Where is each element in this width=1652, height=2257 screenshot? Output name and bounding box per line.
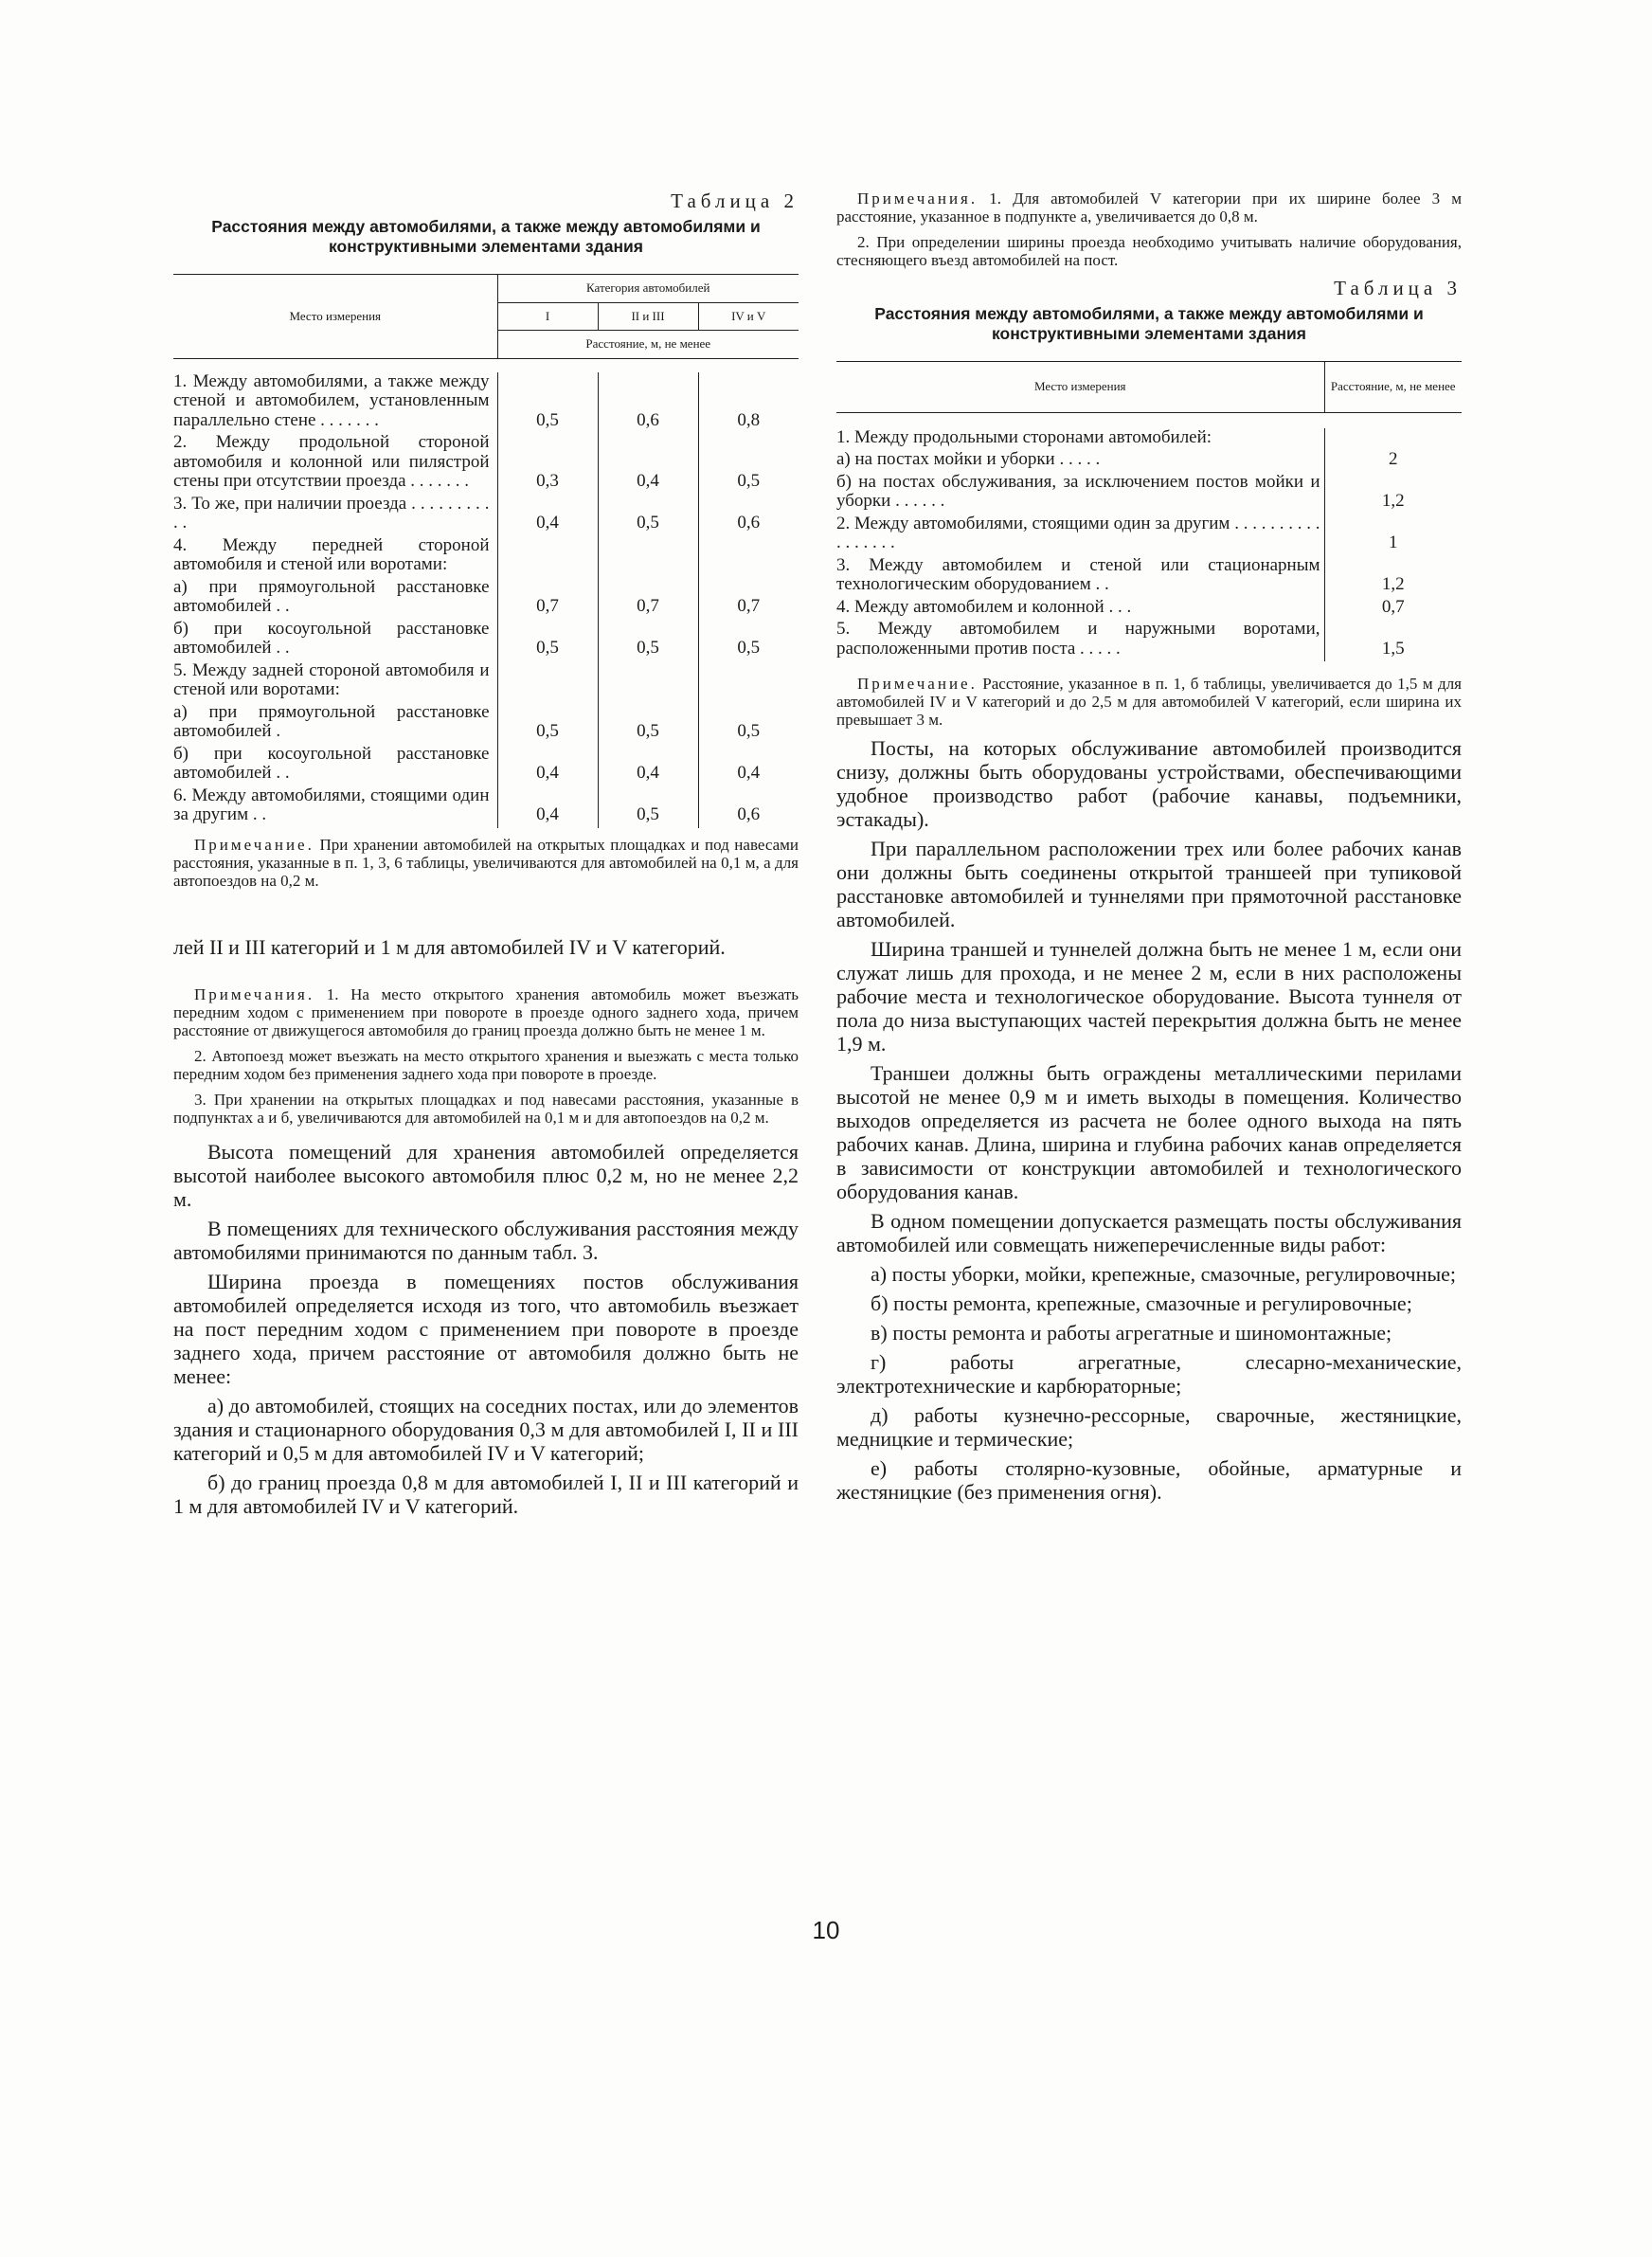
table2-row-v1: [497, 536, 598, 578]
table3-row-text: 2. Между автомобилями, стоящими один за другим . . . . . . . . . . . . . . . . .: [836, 513, 1320, 552]
right-list-item: г) работы агрегатные, слесарно-механические, электротехнические и карбюраторные;: [836, 1350, 1462, 1398]
table2-row-text: б) при косоугольной расстановке автомобилей . .: [173, 618, 490, 658]
table2-label: Таблица 2: [671, 190, 799, 212]
table2-row-v2: 0,5: [598, 620, 698, 661]
table3-row-text: б) на постах обслуживания, за исключением постов мойки и уборки . . . . . .: [836, 471, 1320, 511]
left-item-a: а) до автомобилей, стоящих на соседних постах, или до элементов здания и стационарного оборудования 0,3 м для автомобилей I, II и III категорий и 0,5 м для автомобилей IV и V категорий;: [173, 1393, 799, 1465]
table3-row-value: 1,5: [1324, 620, 1462, 661]
table3-header-distance: Расстояние, м, не менее: [1324, 362, 1462, 413]
left-column: [173, 190, 799, 1524]
right-note1-text: 1. Для автомобилей V категории при их ширине более 3 м расстояние, указанное в подпункте а, увеличивается до 0,8 м.: [836, 190, 1463, 226]
table-row: [836, 450, 1462, 473]
table3-note-text: Расстояние, указанное в п. 1, б таблицы, увеличивается до 1,5 м для автомобилей IV и V категорий и до 2,5 м для автомобилей V категорий, если ширина их превышает 3 м.: [836, 675, 1463, 729]
left-note1-text: 1. На место открытого хранения автомобиль может въезжать передним ходом с применением при повороте в проезде одного заднего хода, причем расстояние от движущегося автомобиля до границ проезда должно быть не менее 1 м.: [173, 984, 799, 1039]
right-list-item: в) посты ремонта и работы агрегатные и шиномонтажные;: [871, 1321, 1392, 1345]
table3-row-text: 4. Между автомобилем и колонной . . .: [836, 596, 1132, 617]
right-list-item: б) посты ремонта, крепежные, смазочные и регулировочные;: [871, 1291, 1412, 1315]
page-number: 10: [812, 1916, 840, 1944]
table-row: [173, 578, 799, 620]
table3-row-text: а) на постах мойки и уборки . . . . .: [836, 449, 1101, 469]
right-notes-label: Примечания.: [857, 190, 979, 208]
table-row: [836, 620, 1462, 661]
table2-row-v3: [698, 536, 799, 578]
table-row: [173, 703, 799, 745]
left-note2: 2. Автопоезд может въезжать на место открытого хранения и выезжать с места только передним ходом без применения заднего хода при повороте в проезде.: [173, 1046, 799, 1083]
table2-row-v1: 0,5: [497, 620, 598, 661]
table2-row-v3: [698, 661, 799, 703]
left-item-b: б) до границ проезда 0,8 м для автомобилей I, II и III категорий и 1 м для автомобилей IV и V категорий.: [173, 1470, 799, 1518]
left-note3: 3. При хранении на открытых площадках и под навесами расстояния, указанные в подпунктах а и б, увеличиваются для автомобилей на 0,1 м и для автопоездов на 0,2 м.: [173, 1090, 799, 1127]
right-list-item: а) посты уборки, мойки, крепежные, смазочные, регулировочные;: [871, 1262, 1457, 1286]
table2-row-v1: 0,4: [497, 786, 598, 828]
table3: [836, 361, 1462, 661]
table2-row-text: 1. Между автомобилями, а также между стеной и автомобилем, установленным параллельно стене . . . . . . .: [173, 370, 490, 430]
table2-header-cat2: II и III: [598, 302, 698, 331]
right-list-item: е) работы столярно-кузовные, обойные, арматурные и жестяницкие (без применения огня).: [836, 1456, 1462, 1504]
table2-row-v1: 0,3: [497, 433, 598, 495]
table2-header-distance: Расстояние, м, не менее: [497, 331, 799, 359]
right-note2: 2. При определении ширины проезда необходимо учитывать наличие оборудования, стесняющего въезд автомобилей на пост.: [836, 233, 1462, 269]
table3-row-value: [1324, 428, 1462, 451]
table3-row-value: 1: [1324, 515, 1462, 556]
table3-row-value: 0,7: [1324, 598, 1462, 621]
table2-row-text: 5. Между задней стороной автомобиля и стеной или воротами:: [173, 659, 490, 699]
table2-row-v2: [598, 661, 698, 703]
table2-row-v1: 0,4: [497, 745, 598, 786]
left-paragraph-1: Высота помещений для хранения автомобилей определяется высотой наиболее высокого автомобиля плюс 0,2 м, но не менее 2,2 м.: [173, 1139, 799, 1211]
table3-row-value: 1,2: [1324, 473, 1462, 515]
table-row: [173, 372, 799, 434]
table2-row-text: а) при прямоугольной расстановке автомобилей . .: [173, 576, 490, 616]
table2-row-text: 3. То же, при наличии проезда . . . . . . . . . . .: [173, 493, 490, 533]
table2-row-v1: 0,7: [497, 578, 598, 620]
table3-note: [836, 675, 1462, 729]
table-row: [173, 433, 799, 495]
table2-row-v2: 0,5: [598, 703, 698, 745]
right-note1: [836, 190, 1462, 226]
left-continuation: лей II и III категорий и 1 м для автомобилей IV и V категорий.: [173, 934, 726, 959]
left-notes-label: Примечания.: [194, 984, 315, 1003]
table2-row-text: 4. Между передней стороной автомобиля и стеной или воротами:: [173, 534, 490, 574]
table2-row-v3: 0,4: [698, 745, 799, 786]
table3-title: Расстояния между автомобилями, а также между автомобилями и конструктивными элементами здания: [874, 304, 1424, 343]
right-paragraph-4: Траншеи должны быть ограждены металлическими перилами высотой не менее 0,9 м и иметь выходы в помещения. Количество выходов определяется из расчета не более одного выхода на пять рабочих канав. Длина, ширина и глубина рабочих канав определяется в зависимости от конструкции автомобилей и технологического оборудования канав.: [836, 1061, 1462, 1203]
table2: [173, 274, 799, 828]
table-row: [836, 556, 1462, 598]
table2-row-v1: 0,5: [497, 703, 598, 745]
table2-row-v2: [598, 536, 698, 578]
right-paragraph-2: При параллельном расположении трех или более рабочих канав они должны быть соединены открытой траншеей при тупиковой расстановке автомобилей и туннелями при прямоточной расстановке автомобилей.: [836, 837, 1462, 931]
table2-row-v3: 0,8: [698, 372, 799, 434]
right-column: [836, 190, 1462, 1509]
right-list-item: д) работы кузнечно-рессорные, сварочные, жестяницкие, медницкие и термические;: [836, 1403, 1462, 1451]
right-paragraph-1: Посты, на которых обслуживание автомобилей производится снизу, должны быть оборудованы устройствами, обеспечивающими удобное производство работ (рабочие канавы, подъемники, эстакады).: [836, 736, 1462, 831]
table3-note-label: Примечание.: [857, 675, 978, 693]
table2-row-v3: 0,5: [698, 620, 799, 661]
table2-row-v2: 0,7: [598, 578, 698, 620]
table-row: [173, 495, 799, 536]
table3-row-text: 5. Между автомобилем и наружными воротами, расположенными против поста . . . . .: [836, 619, 1320, 659]
right-paragraph-5: В одном помещении допускается размещать посты обслуживания автомобилей или совмещать нижеперечисленные виды работ:: [836, 1209, 1462, 1256]
table2-header-cat1: I: [497, 302, 598, 331]
table2-row-v2: 0,6: [598, 372, 698, 434]
table2-header-category: Категория автомобилей: [497, 275, 799, 303]
table2-row-text: б) при косоугольной расстановке автомобилей . .: [173, 743, 490, 783]
table2-title: Расстояния между автомобилями, а также между автомобилями и конструктивными элементами здания: [211, 217, 761, 256]
table3-label: Таблица 3: [1334, 277, 1462, 299]
left-paragraph-3: Ширина проезда в помещениях постов обслуживания автомобилей определяется исходя из того, что автомобиль въезжает на пост передним ходом с применением при повороте в проезде заднего хода, причем расстояние от автомобиля должно быть не менее:: [173, 1269, 799, 1388]
right-paragraph-3: Ширина траншей и туннелей должна быть не менее 1 м, если они служат лишь для прохода, и не менее 2 м, если в них расположены рабочие места и технологическое оборудование. Высота туннеля от пола до низа выступающих частей перекрытия должна быть не менее 1,9 м.: [836, 937, 1462, 1056]
table-row: [836, 515, 1462, 556]
table2-note-text: При хранении автомобилей на открытых площадках и под навесами расстояния, указанные в п. 1, 3, 6 таблицы, увеличиваются для автомобилей на 0,1 м, а для автопоездов на 0,2 м.: [173, 835, 799, 890]
table3-row-text: 3. Между автомобилем и стеной или стационарным технологическим оборудованием . .: [836, 554, 1320, 594]
table-row: [836, 473, 1462, 515]
table-row: [836, 428, 1462, 451]
table2-row-v3: 0,5: [698, 433, 799, 495]
table2-row-v2: 0,4: [598, 433, 698, 495]
table2-row-v1: 0,5: [497, 372, 598, 434]
table2-row-v3: 0,6: [698, 495, 799, 536]
table2-row-v3: 0,5: [698, 703, 799, 745]
table-row: [173, 661, 799, 703]
table2-row-v1: 0,4: [497, 495, 598, 536]
table-row: [173, 620, 799, 661]
table2-row-text: 6. Между автомобилями, стоящими один за другим . .: [173, 785, 490, 824]
table2-row-v3: 0,6: [698, 786, 799, 828]
table3-row-value: 2: [1324, 450, 1462, 473]
table-row: [173, 786, 799, 828]
table3-row-text: 1. Между продольными сторонами автомобилей:: [836, 426, 1212, 447]
table2-row-text: а) при прямоугольной расстановке автомобилей .: [173, 701, 490, 741]
table2-note: [173, 836, 799, 890]
table3-row-value: 1,2: [1324, 556, 1462, 598]
table2-row-text: 2. Между продольной стороной автомобиля и колонной или пилястрой стены при отсутствии проезда . . . . . . .: [173, 432, 490, 491]
table-row: [173, 536, 799, 578]
table2-note-label: Примечание.: [194, 835, 314, 854]
left-note1: [173, 985, 799, 1039]
left-paragraph-2: В помещениях для технического обслуживания расстояния между автомобилями принимаются по данным табл. 3.: [173, 1216, 799, 1264]
table2-row-v3: 0,7: [698, 578, 799, 620]
table-row: [173, 745, 799, 786]
table3-header-place: Место измерения: [1033, 379, 1126, 393]
table-row: [836, 598, 1462, 621]
table2-header-cat3: IV и V: [698, 302, 799, 331]
table2-row-v2: 0,5: [598, 786, 698, 828]
table2-row-v1: [497, 661, 598, 703]
table2-header-place: Место измерения: [289, 308, 382, 323]
table2-row-v2: 0,5: [598, 495, 698, 536]
table2-row-v2: 0,4: [598, 745, 698, 786]
